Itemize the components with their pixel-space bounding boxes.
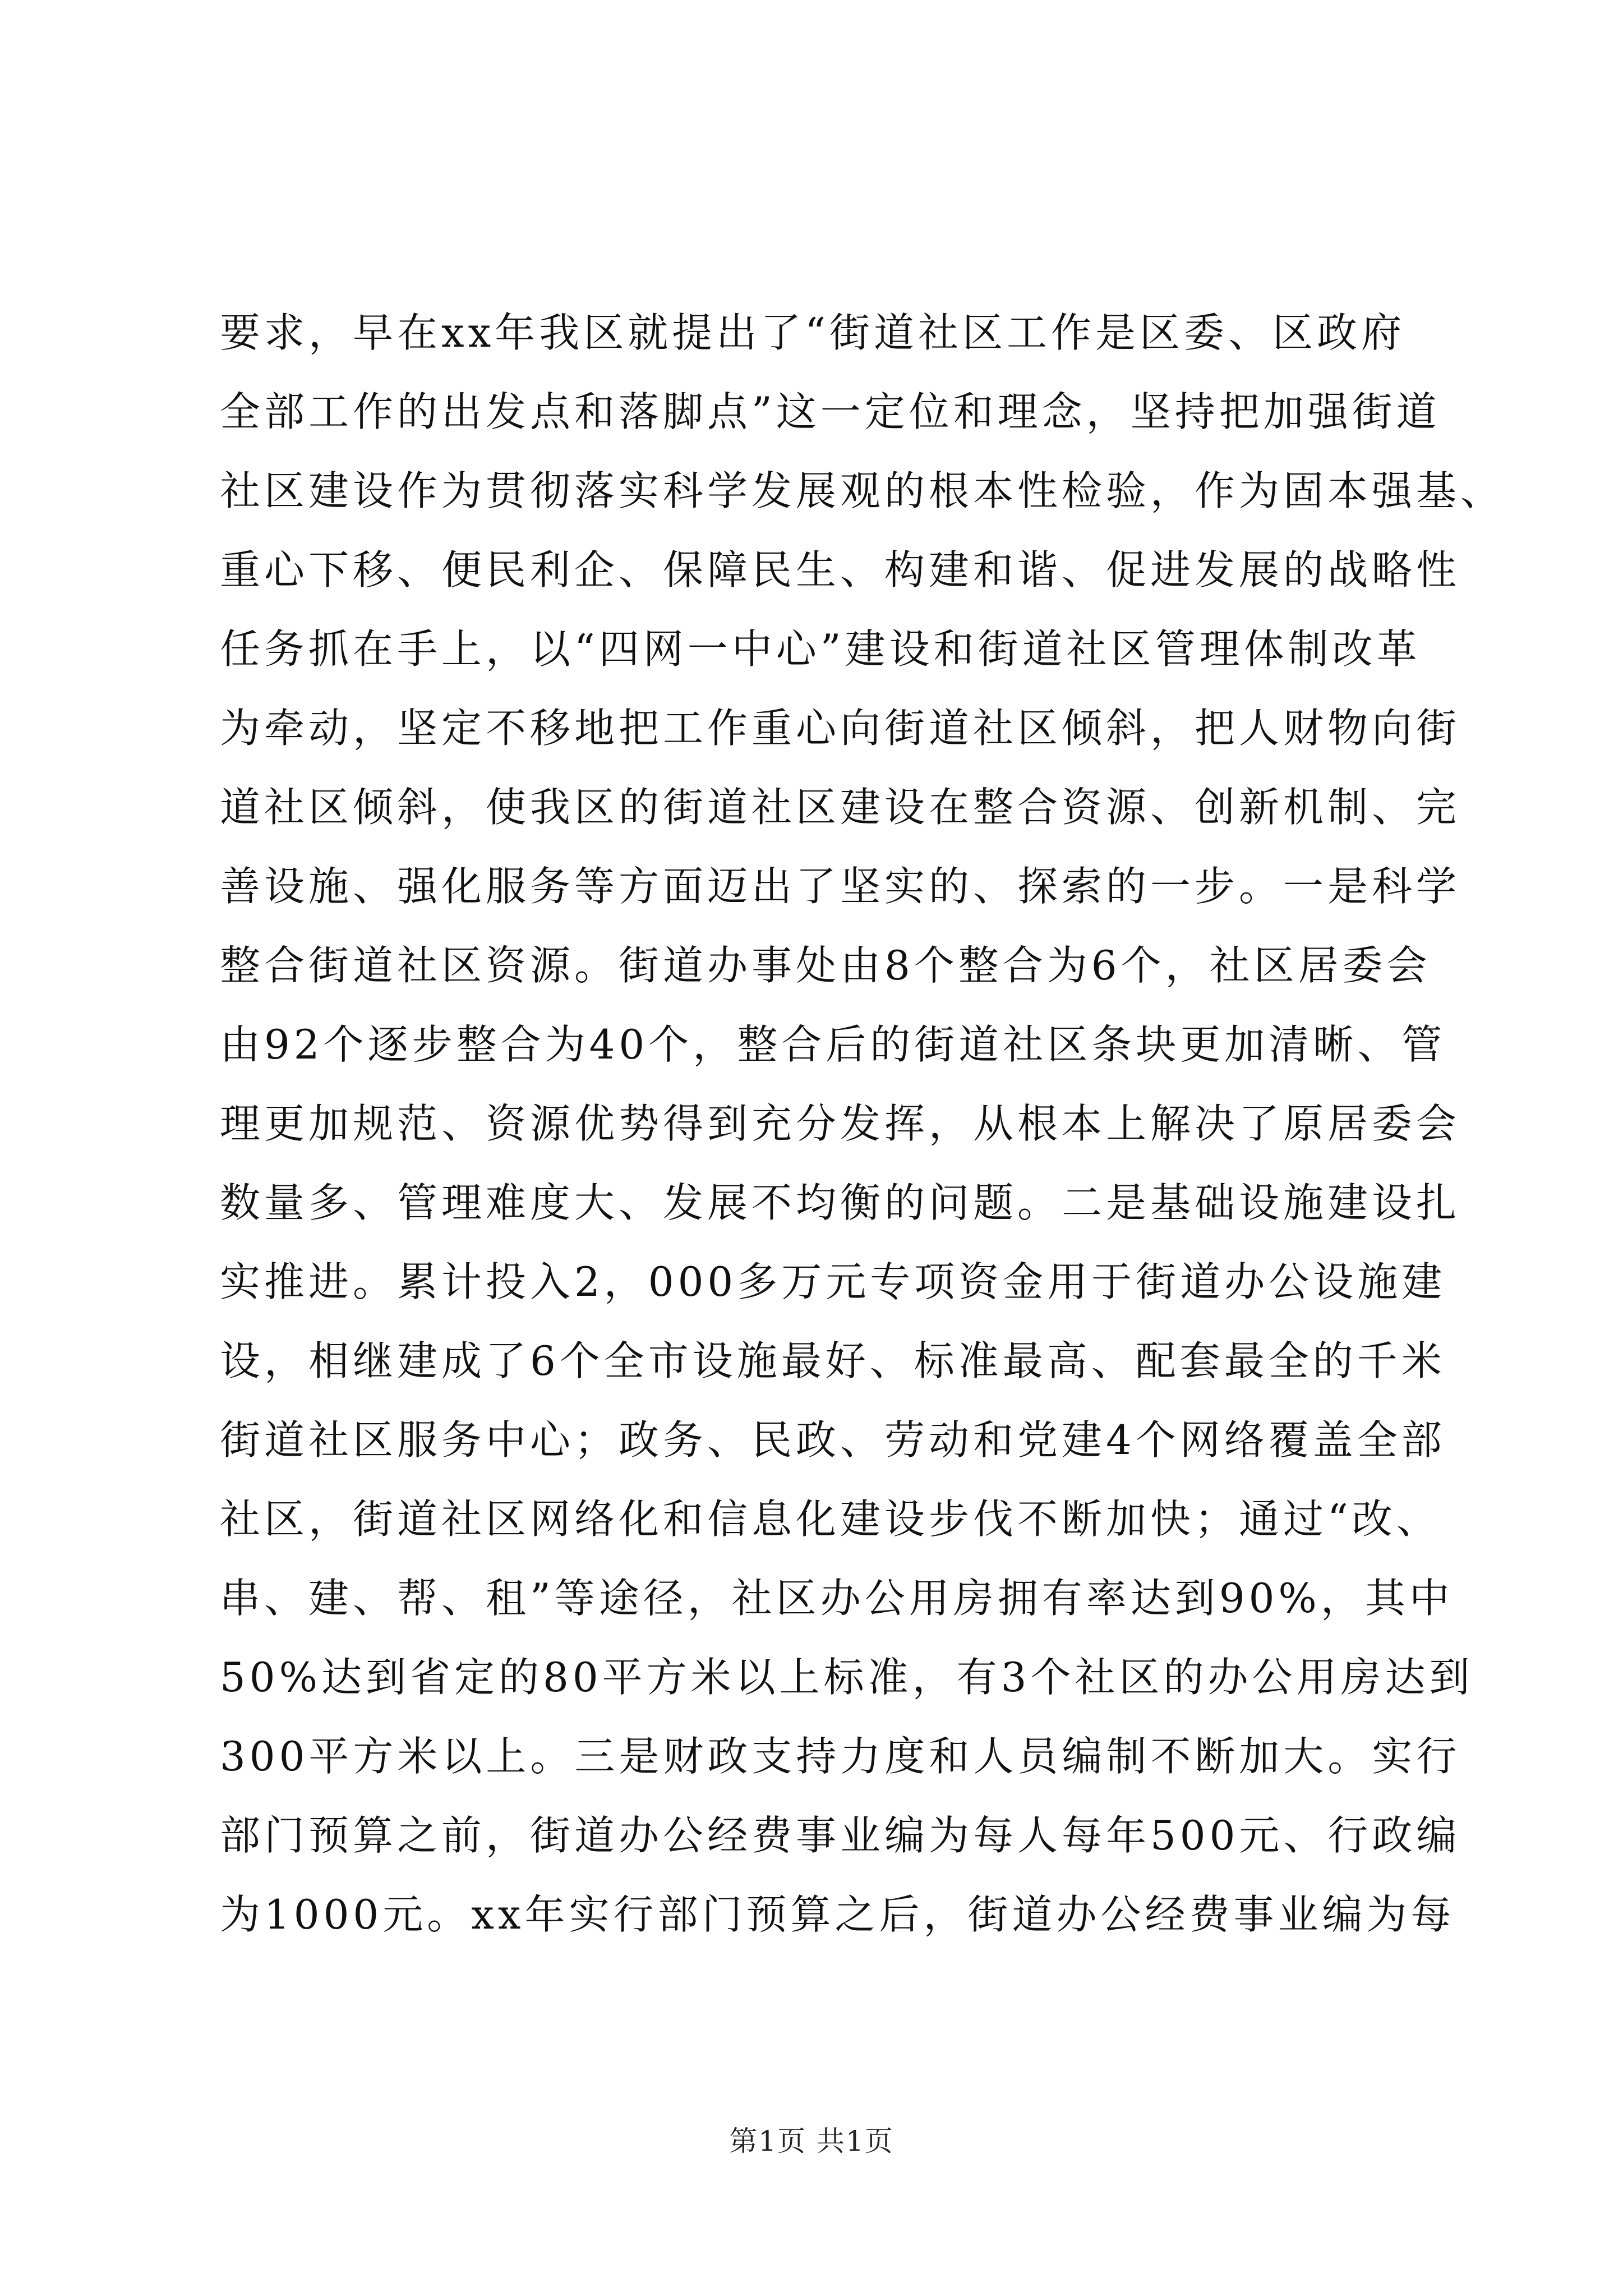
text-line: 50%达到省定的80平方米以上标准，有3个社区的办公用房达到 [220, 1654, 1474, 1701]
text-line: 任务抓在手上，以“四网一中心”建设和街道社区管理体制改革 [220, 625, 1421, 673]
text-line: 善设施、强化服务等方面迈出了坚实的、探索的一步。一是科学 [220, 863, 1461, 910]
text-line: 串、建、帮、租”等途径，社区办公用房拥有率达到90%，其中 [220, 1575, 1454, 1622]
text-line: 街道社区服务中心；政务、民政、劳动和党建4个网络覆盖全部 [220, 1416, 1446, 1464]
text-line: 要求，早在xx年我区就提出了“街道社区工作是区委、区政府 [220, 309, 1406, 356]
text-line: 社区，街道社区网络化和信息化建设步伐不断加快；通过“改、 [220, 1496, 1441, 1543]
page-footer: 第1页 共1页 [729, 2125, 894, 2157]
text-line: 重心下移、便民利企、保障民生、构建和谐、促进发展的战略性 [220, 546, 1461, 593]
text-line: 由92个逐步整合为40个，整合后的街道社区条块更加清晰、管 [220, 1021, 1446, 1068]
text-line: 整合街道社区资源。街道办事处由8个整合为6个，社区居委会 [220, 942, 1431, 989]
text-line: 为牵动，坚定不移地把工作重心向街道社区倾斜，把人财物向街 [220, 705, 1461, 752]
text-line: 实推进。累计投入2，000多万元专项资金用于街道办公设施建 [220, 1258, 1446, 1305]
text-line: 设，相继建成了6个全市设施最好、标准最高、配套最全的千米 [220, 1337, 1446, 1384]
text-line: 理更加规范、资源优势得到充分发挥，从根本上解决了原居委会 [220, 1100, 1461, 1147]
text-line: 数量多、管理难度大、发展不均衡的问题。二是基础设施建设扎 [220, 1179, 1461, 1226]
text-line: 部门预算之前，街道办公经费事业编为每人每年500元、行政编 [220, 1812, 1461, 1859]
text-line: 为1000元。xx年实行部门预算之后，街道办公经费事业编为每 [220, 1891, 1455, 1938]
text-line: 300平方米以上。三是财政支持力度和人员编制不断加大。实行 [220, 1733, 1461, 1780]
text-line: 社区建设作为贯彻落实科学发展观的根本性检验，作为固本强基、 [220, 467, 1505, 514]
text-line: 全部工作的出发点和落脚点”这一定位和理念，坚持把加强街道 [220, 388, 1441, 435]
text-line: 道社区倾斜，使我区的街道社区建设在整合资源、创新机制、完 [220, 784, 1461, 831]
